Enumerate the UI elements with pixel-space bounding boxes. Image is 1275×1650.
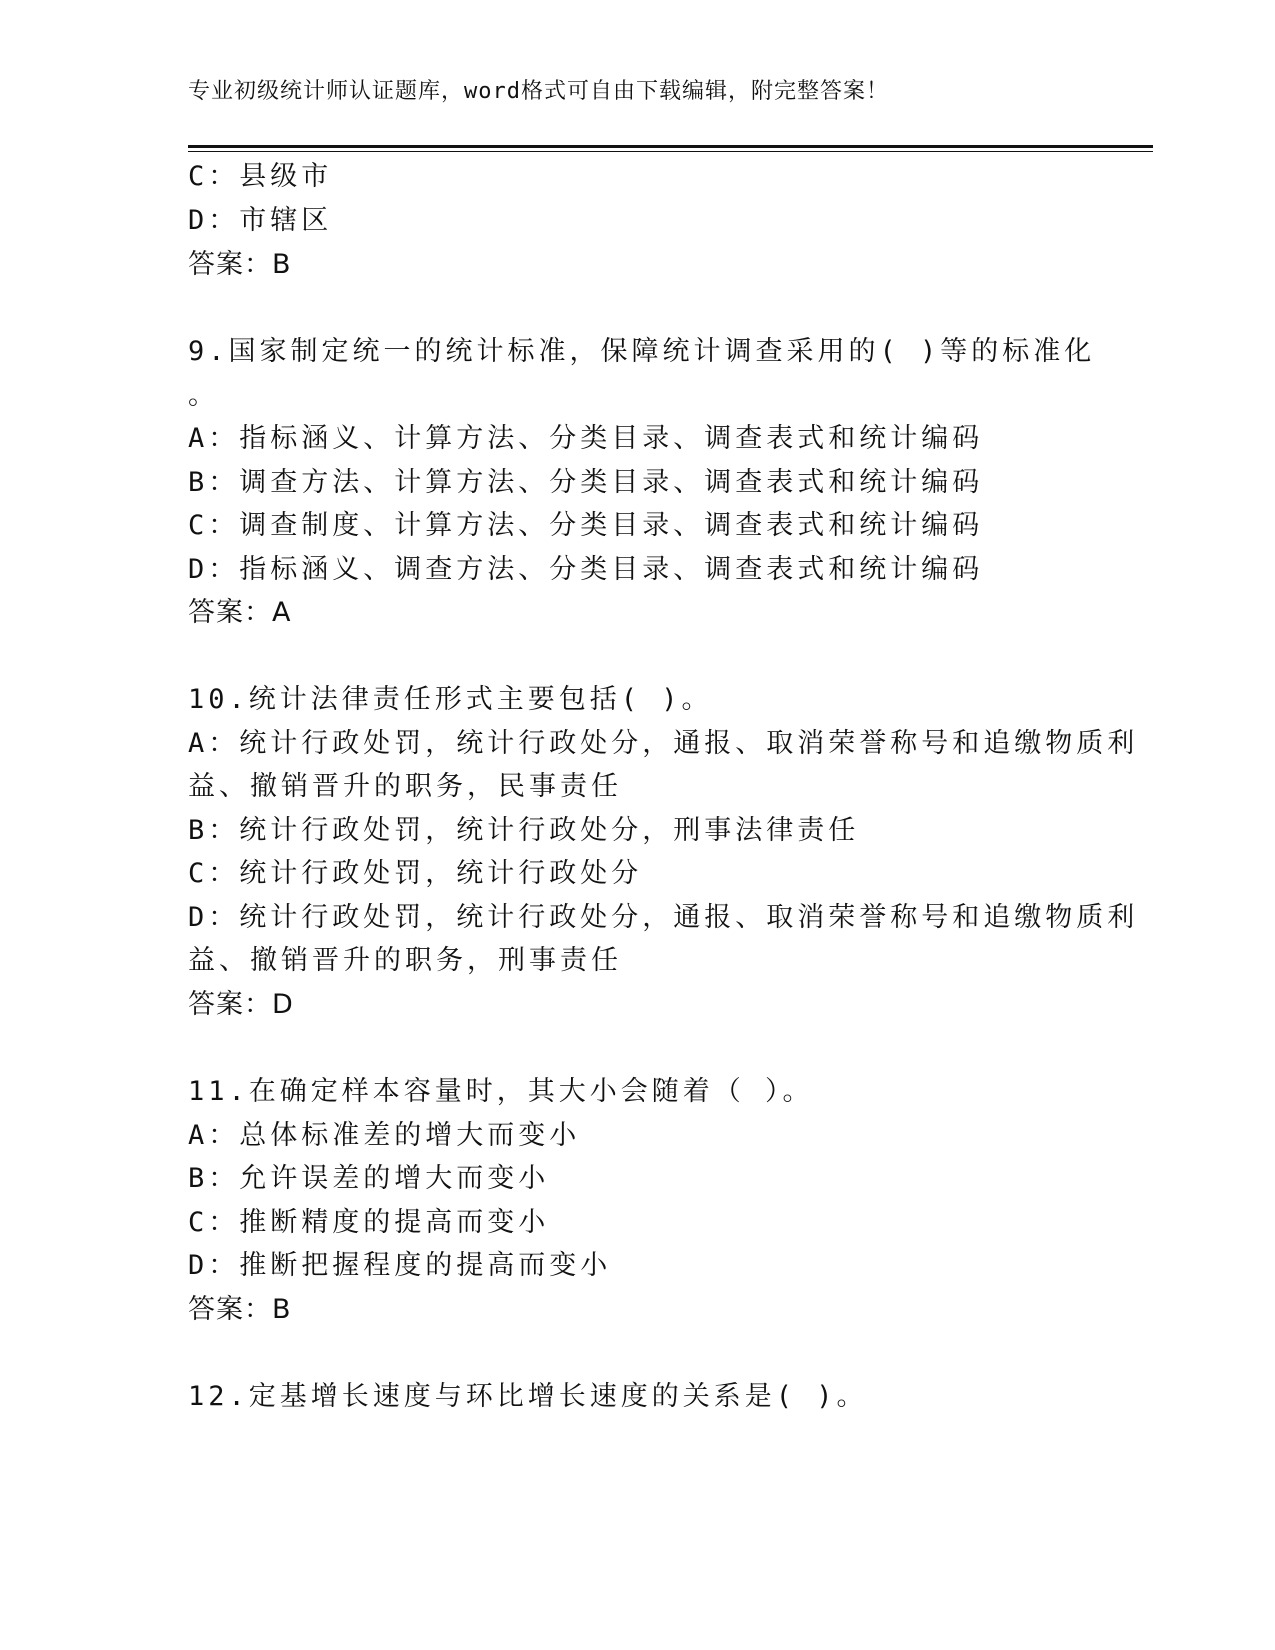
q10-option-d-line1: D：统计行政处罚，统计行政处分，通报、取消荣誉称号和追缴物质利 — [188, 902, 1139, 933]
q9-stem-line2: 。 — [188, 380, 219, 411]
q10-option-d-line2: 益、撤销晋升的职务，刑事责任 — [188, 945, 622, 976]
q8-option-d: D：市辖区 — [188, 205, 333, 236]
q9-option-a: A：指标涵义、计算方法、分类目录、调查表式和统计编码 — [188, 423, 984, 454]
q9-stem-line1: 9.国家制定统一的统计标准，保障统计调查采用的( )等的标准化 — [188, 336, 1096, 367]
q10-option-a-line2: 益、撤销晋升的职务，民事责任 — [188, 771, 622, 802]
header-rule-thin — [188, 151, 1153, 152]
q9-option-c: C：调查制度、计算方法、分类目录、调查表式和统计编码 — [188, 510, 984, 541]
q10-option-a-line1: A：统计行政处罚，统计行政处分，通报、取消荣誉称号和追缴物质利 — [188, 728, 1139, 759]
q12-stem: 12.定基增长速度与环比增长速度的关系是( )。 — [188, 1381, 868, 1412]
q11-option-c: C：推断精度的提高而变小 — [188, 1207, 550, 1238]
q10-option-b: B：统计行政处罚，统计行政处分，刑事法律责任 — [188, 815, 860, 846]
q11-stem: 11.在确定样本容量时，其大小会随着（ ）。 — [188, 1076, 814, 1107]
q11-answer: 答案：B — [188, 1294, 292, 1325]
document-header: 专业初级统计师认证题库，word格式可自由下载编辑，附完整答案！ — [188, 79, 889, 104]
q9-option-d: D：指标涵义、调查方法、分类目录、调查表式和统计编码 — [188, 554, 984, 585]
header-rule-thick — [188, 145, 1153, 148]
q8-option-c: C：县级市 — [188, 161, 333, 192]
q9-option-b: B：调查方法、计算方法、分类目录、调查表式和统计编码 — [188, 467, 984, 498]
q9-answer: 答案：A — [188, 597, 292, 628]
q11-option-b: B：允许误差的增大而变小 — [188, 1163, 550, 1194]
q10-answer: 答案：D — [188, 989, 294, 1020]
q11-option-a: A：总体标准差的增大而变小 — [188, 1120, 581, 1151]
q8-answer: 答案：B — [188, 249, 292, 280]
q10-option-c: C：统计行政处罚，统计行政处分 — [188, 858, 643, 889]
q10-stem: 10.统计法律责任形式主要包括( )。 — [188, 684, 713, 715]
q11-option-d: D：推断把握程度的提高而变小 — [188, 1250, 612, 1281]
